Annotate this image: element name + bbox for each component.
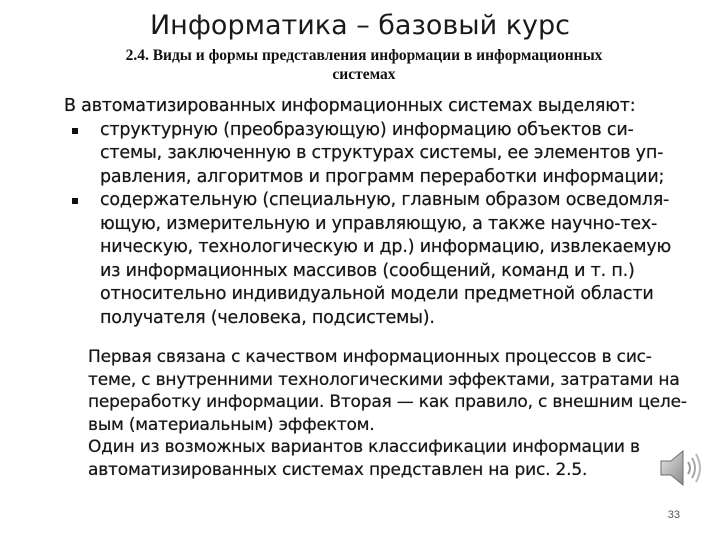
speaker-icon[interactable] [655,445,707,491]
bullet-icon [72,198,78,204]
section-heading-line2: системах [332,66,396,83]
scanned-text-top [64,95,699,330]
paragraph-line: вым (материальным) эффектом. [88,414,375,435]
bullet1-line: равления, алгоритмов и программ переработки информации; [100,166,665,187]
intro-line: В автоматизированных информационных системах выделяют: [64,96,636,116]
bullet1-line: структурную (преобразующую) информацию объектов си- [100,119,634,140]
bullet-item-content [64,189,699,330]
bullet2-line: ющую, измерительную и управляющую, а также научно-тех- [100,213,658,234]
paragraph-line: теме, с внутренними технологическими эффектами, затратами на [88,369,680,390]
paragraph-line: Первая связана с качеством информационных процессов в сис- [88,347,652,367]
section-heading-line1: 2.4. Виды и формы представления информации в информационных [125,47,603,64]
bullet-item-structural [64,119,699,190]
page-number: 33 [667,509,680,521]
bullet2-line: относительно индивидуальной модели предметной области [100,284,654,304]
bullet2-line: получателя (человека, подсистемы). [100,307,435,328]
scanned-text-bottom [88,346,688,481]
slide-title: Информатика – базовый курс [149,10,570,41]
bullet2-line: ническую, технологическую и др.) информацию, извлекаемую [100,237,672,257]
bullet1-line: стемы, заключенную в структурах системы, ее элементов уп- [100,143,664,163]
paragraph-line: автоматизированных системах представлен на рис. 2.5. [88,459,588,480]
section-heading [44,46,684,84]
paragraph-line: Один из возможных вариантов классификации информации в [88,437,640,457]
bullet2-line: из информационных массивов (сообщений, команд и т. п.) [100,260,635,281]
bullet2-line: содержательную (специальную, главным образом осведомля- [100,190,670,210]
paragraph-line: переработку информации. Вторая — как правило, с внешним целе- [88,392,687,412]
bullet-icon [72,128,78,134]
